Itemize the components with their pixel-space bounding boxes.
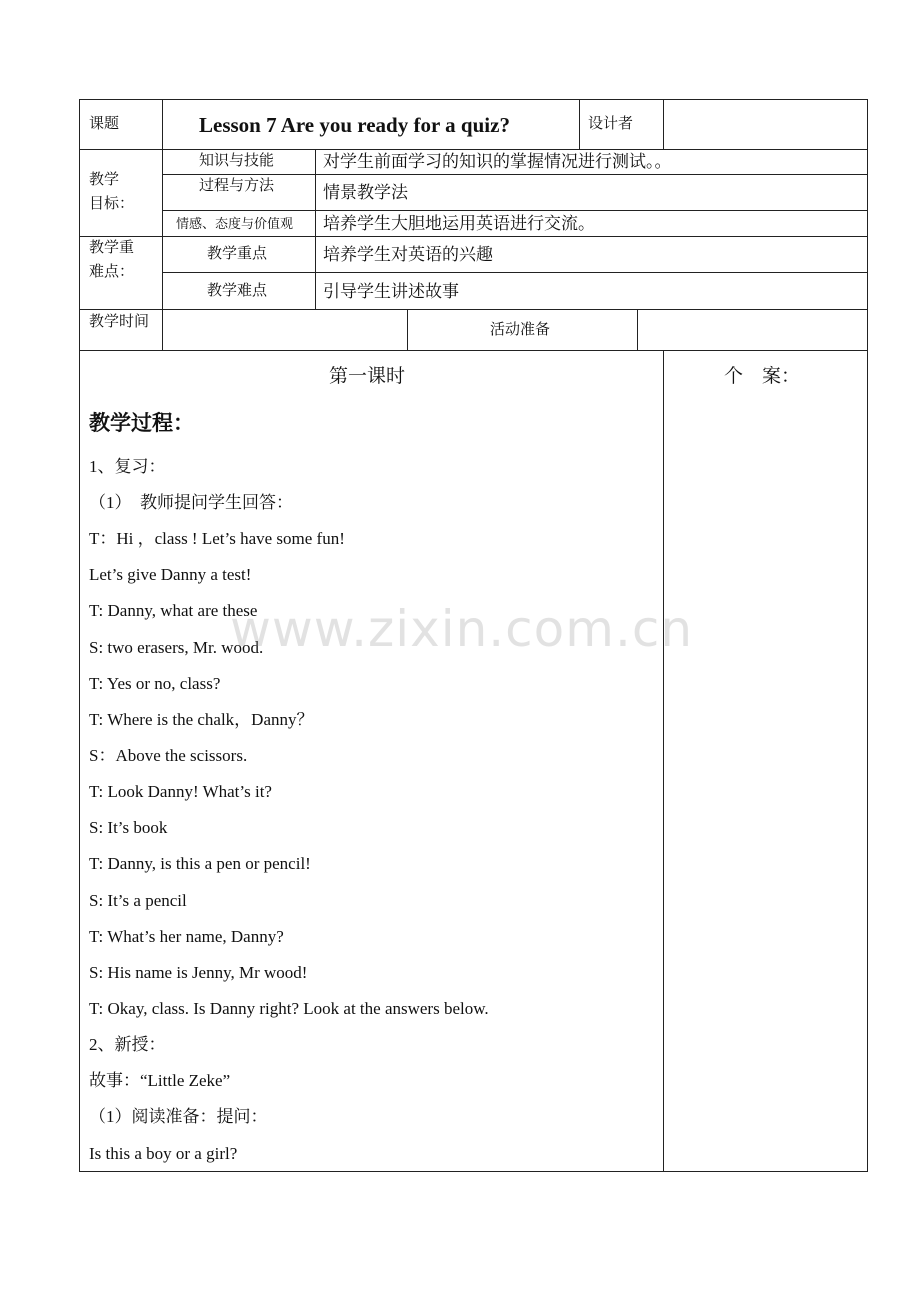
- objective-content: 培养学生大胆地运用英语进行交流。: [323, 214, 595, 233]
- process-line: 2、新授：: [89, 1035, 166, 1054]
- row-divider: [162, 174, 868, 175]
- process-line: （1）阅读准备：提问：: [89, 1107, 268, 1126]
- process-line: T：Hi ，class ! Let’s have some fun!: [89, 529, 345, 548]
- process-line: 故事：“Little Zeke”: [89, 1071, 231, 1090]
- row-divider: [162, 272, 868, 273]
- key-point-content: 引导学生讲述故事: [323, 282, 459, 301]
- process-line: Let’s give Danny a test!: [89, 565, 252, 584]
- process-line: （1） 教师提问学生回答：: [89, 493, 293, 512]
- process-line: S：Above the scissors.: [89, 746, 248, 765]
- process-line: T: What’s her name, Danny?: [89, 927, 284, 946]
- objective-dimension: 情感、态度与价值观: [176, 216, 294, 231]
- column-divider: [663, 99, 664, 149]
- column-divider: [315, 149, 316, 309]
- process-line: T: Where is the chalk，Danny？: [89, 710, 314, 729]
- process-line: S: His name is Jenny, Mr wood!: [89, 963, 308, 982]
- row-divider: [79, 149, 868, 150]
- process-line: S: It’s book: [89, 818, 168, 837]
- objectives-label: 教学: [89, 172, 120, 188]
- row-divider: [79, 350, 868, 351]
- key-points-label: 难点：: [89, 264, 135, 280]
- key-point-content: 培养学生对英语的兴趣: [323, 245, 493, 264]
- column-divider: [579, 99, 580, 149]
- process-line: S: two erasers, Mr. wood.: [89, 638, 264, 657]
- process-line: 1、复习：: [89, 457, 166, 476]
- process-line: S: It’s a pencil: [89, 891, 187, 910]
- key-point-dimension: 教学重点: [207, 246, 268, 262]
- period-title: 第一课时: [329, 366, 406, 387]
- objective-content: 情景教学法: [323, 183, 408, 202]
- process-heading: 教学过程：: [89, 411, 194, 435]
- column-divider: [637, 309, 638, 350]
- designer-label: 设计者: [588, 116, 634, 132]
- objectives-label: 目标：: [89, 196, 135, 212]
- column-divider: [407, 309, 408, 350]
- process-line: T: Danny, is this a pen or pencil!: [89, 854, 311, 873]
- teaching-time-label: 教学时间: [89, 314, 150, 330]
- process-line: Is this a boy or a girl?: [89, 1144, 238, 1163]
- row-divider: [79, 236, 868, 237]
- watermark: www.zixin.com.cn: [230, 600, 694, 658]
- process-line: T: Danny, what are these: [89, 601, 258, 620]
- process-line: T: Okay, class. Is Danny right? Look at the answers below.: [89, 999, 489, 1018]
- row-divider: [162, 210, 868, 211]
- column-divider: [162, 99, 163, 350]
- topic-label: 课题: [89, 116, 120, 132]
- objective-dimension: 过程与方法: [199, 178, 275, 194]
- objective-dimension: 知识与技能: [199, 153, 275, 169]
- activity-prep-label: 活动准备: [490, 322, 551, 338]
- process-line: T: Look Danny! What’s it?: [89, 782, 272, 801]
- column-divider: [663, 350, 664, 1172]
- row-divider: [79, 309, 868, 310]
- key-point-dimension: 教学难点: [207, 283, 268, 299]
- process-line: T: Yes or no, class?: [89, 674, 221, 693]
- lesson-title: Lesson 7 Are you ready for a quiz?: [199, 113, 510, 137]
- personal-notes-label: 个 案：: [724, 366, 801, 387]
- objective-content: 对学生前面学习的知识的掌握情况进行测试。。: [323, 152, 672, 171]
- key-points-label: 教学重: [89, 240, 135, 256]
